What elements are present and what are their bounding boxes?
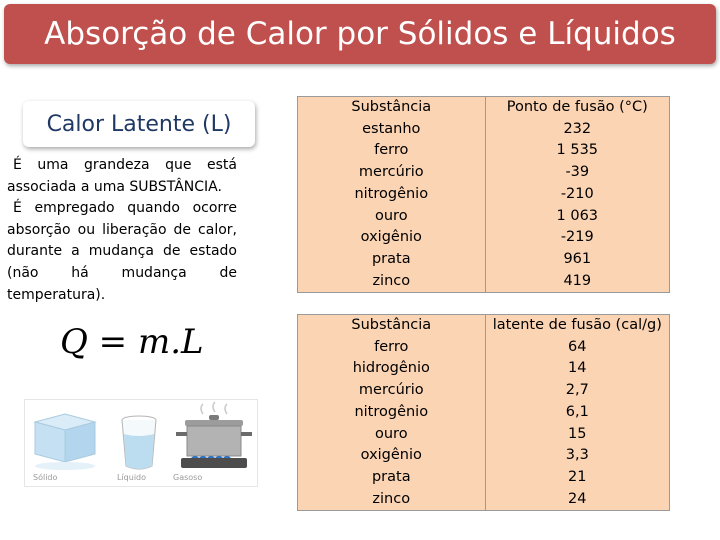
cell-substance: prata	[298, 467, 486, 489]
cell-value: 6,1	[485, 402, 669, 424]
melting-point-table	[297, 96, 670, 293]
table-row	[298, 337, 670, 359]
table-header-row	[298, 315, 670, 337]
ice-cube-icon	[35, 414, 95, 470]
cell-value: 2,7	[485, 380, 669, 402]
cell-substance: ferro	[298, 337, 486, 359]
cell-value: 14	[485, 358, 669, 380]
cell-substance: nitrogênio	[298, 402, 486, 424]
cell-substance: oxigênio	[298, 445, 486, 467]
paragraph-2: É empregado quando ocorre absorção ou liberação de calor, durante a mudança de estado (não há mudança de temperatura).	[7, 200, 237, 303]
formula: Q = m.L	[60, 322, 204, 362]
cell-value: -210	[485, 184, 669, 206]
table-row	[298, 227, 670, 249]
glass-of-water-icon	[122, 416, 156, 469]
header-substance: Substância	[298, 97, 486, 119]
paragraph-1: É uma grandeza que está associada a uma SUBSTÂNCIA.	[7, 157, 237, 195]
cell-value: 21	[485, 467, 669, 489]
cell-substance: zinco	[298, 489, 486, 511]
cell-value: 3,3	[485, 445, 669, 467]
label-liquid: Líquido	[117, 473, 147, 482]
steaming-pot-icon	[176, 402, 252, 468]
table-row	[298, 445, 670, 467]
cell-substance: nitrogênio	[298, 184, 486, 206]
states-of-matter-illustration	[24, 399, 258, 487]
cell-substance: zinco	[298, 271, 486, 293]
table-row	[298, 162, 670, 184]
header-substance: Substância	[298, 315, 486, 337]
cell-value: 961	[485, 249, 669, 271]
table-header-row	[298, 97, 670, 119]
cell-value: 15	[485, 424, 669, 446]
cell-value: -219	[485, 227, 669, 249]
table-row	[298, 119, 670, 141]
cell-substance: oxigênio	[298, 227, 486, 249]
cell-substance: estanho	[298, 119, 486, 141]
table-row	[298, 402, 670, 424]
table-row	[298, 271, 670, 293]
table-row	[298, 489, 670, 511]
header-latent-heat: latente de fusão (cal/g)	[485, 315, 669, 337]
subtitle-box	[23, 101, 255, 147]
cell-substance: prata	[298, 249, 486, 271]
cell-substance: ouro	[298, 424, 486, 446]
cell-value: 232	[485, 119, 669, 141]
cell-value: -39	[485, 162, 669, 184]
slide-title-text: Absorção de Calor por Sólidos e Líquidos	[44, 16, 676, 52]
table-row	[298, 140, 670, 162]
cell-substance: ferro	[298, 140, 486, 162]
subtitle-text: Calor Latente (L)	[46, 111, 232, 137]
table-row	[298, 249, 670, 271]
description	[7, 155, 237, 306]
cell-substance: hidrogênio	[298, 358, 486, 380]
table-row	[298, 206, 670, 228]
cell-substance: ouro	[298, 206, 486, 228]
cell-value: 1 063	[485, 206, 669, 228]
cell-value: 24	[485, 489, 669, 511]
table-row	[298, 358, 670, 380]
table-row	[298, 424, 670, 446]
label-gas: Gasoso	[173, 473, 203, 482]
table-row	[298, 380, 670, 402]
latent-heat-table	[297, 314, 670, 511]
cell-substance: mercúrio	[298, 162, 486, 184]
slide-title	[4, 4, 716, 64]
cell-substance: mercúrio	[298, 380, 486, 402]
cell-value: 419	[485, 271, 669, 293]
header-melting-point: Ponto de fusão (°C)	[485, 97, 669, 119]
cell-value: 1 535	[485, 140, 669, 162]
label-solid: Sólido	[33, 473, 58, 482]
cell-value: 64	[485, 337, 669, 359]
table-row	[298, 184, 670, 206]
table-row	[298, 467, 670, 489]
